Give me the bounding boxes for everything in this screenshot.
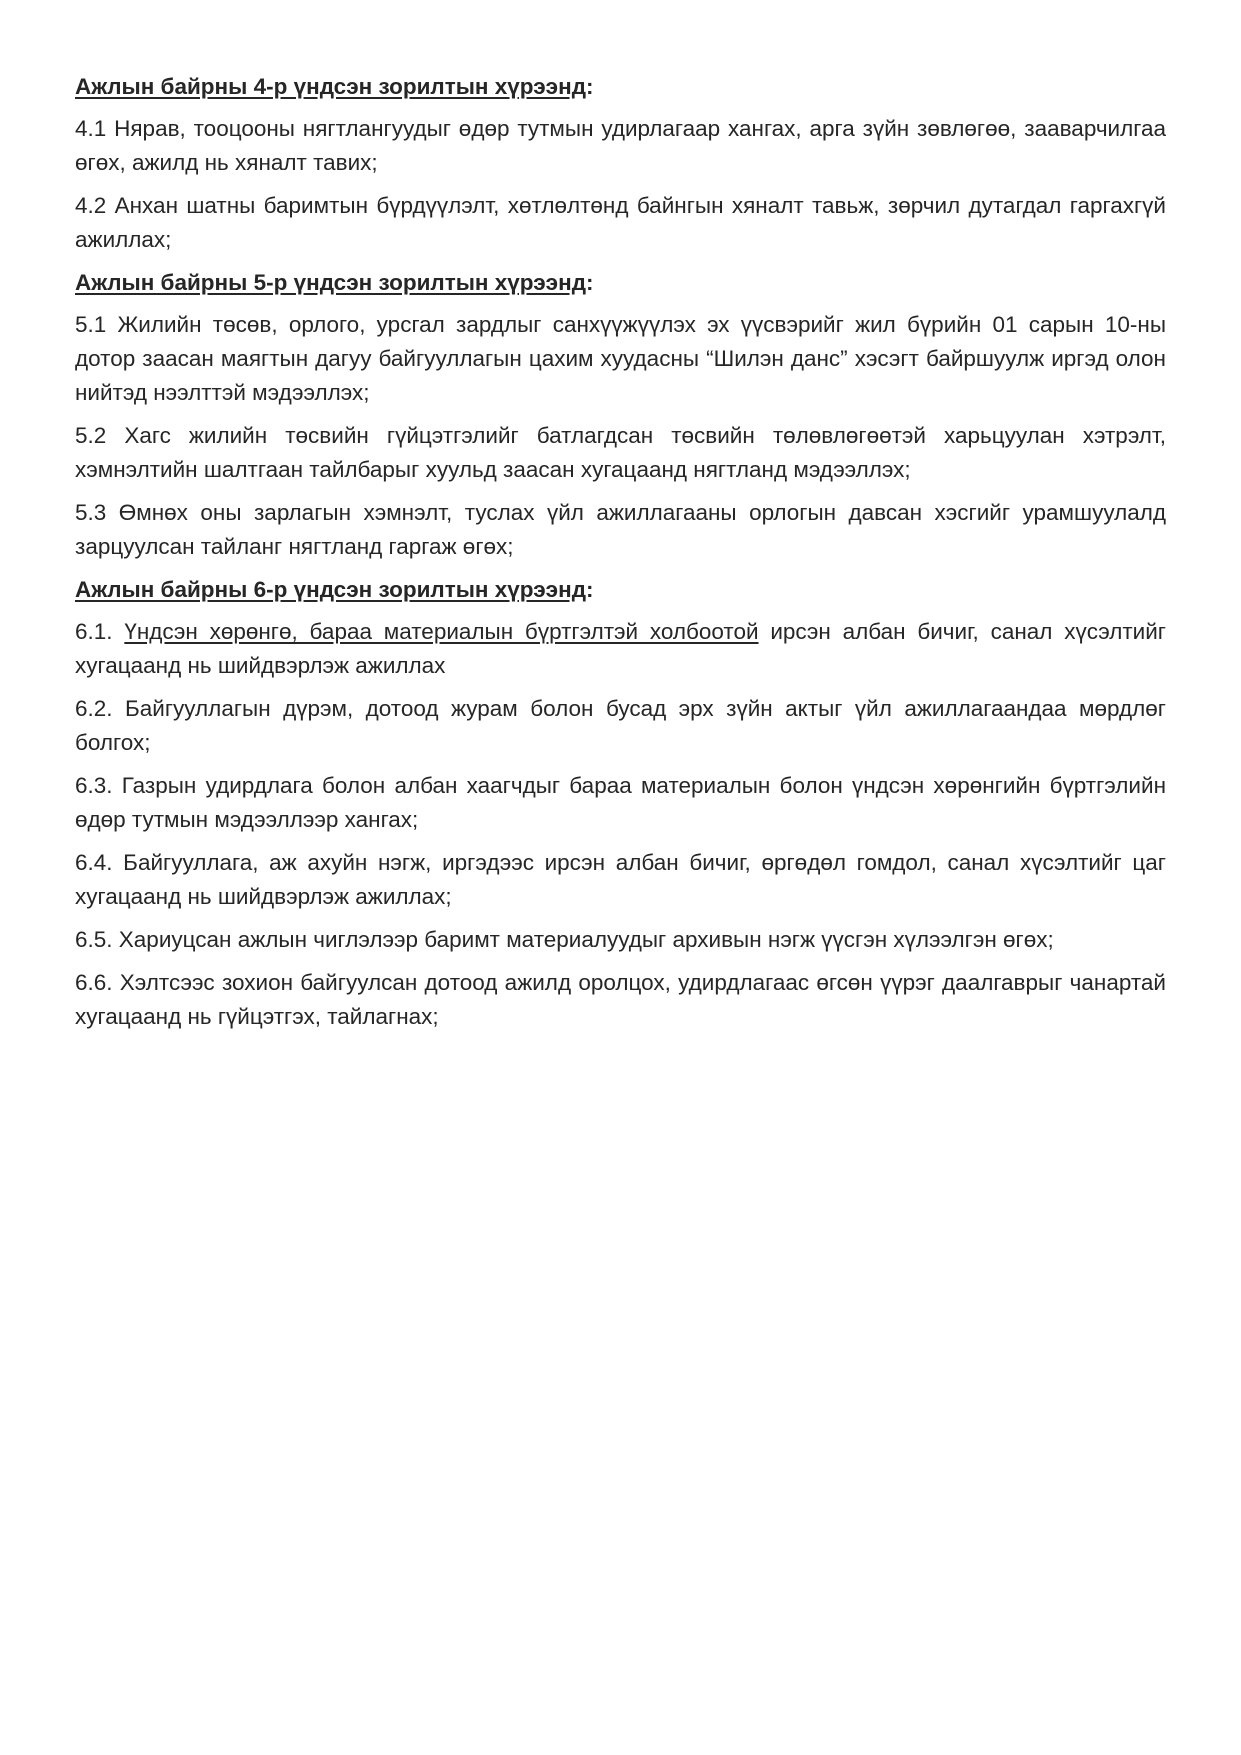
- list-item: 6.2. Байгууллагын дүрэм, дотоод журам болон бусад эрх зүйн актыг үйл ажиллагаандаа мөрдлөг болгох;: [75, 696, 1166, 755]
- document-page: [75, 70, 1166, 1043]
- section-heading-colon: :: [585, 270, 594, 295]
- section-heading: [75, 266, 1166, 300]
- section-heading: [75, 573, 1166, 607]
- underlined-text: Үндсэн хөрөнгө, бараа материалын бүртгэлтэй холбоотой: [124, 619, 759, 644]
- section-heading-colon: :: [585, 577, 594, 602]
- list-item: 6.4. Байгууллага, аж ахуйн нэгж, иргэдээс ирсэн албан бичиг, өргөдөл гомдол, санал хүсэлтийг цаг хугацаанд нь шийдвэрлэж ажиллах;: [75, 850, 1166, 909]
- list-item: [75, 615, 1166, 683]
- list-item: 4.1 Нярав, тооцооны нягтлангуудыг өдөр тутмын удирлагаар хангах, арга зүйн зөвлөгөө, зааварчилгаа өгөх, ажилд нь хяналт тавих;: [75, 116, 1166, 175]
- section-5: [75, 266, 1166, 564]
- list-item: 4.2 Анхан шатны баримтын бүрдүүлэлт, хөтлөлтөнд байнгын хяналт тавьж, зөрчил дутагдал гаргахгүй ажиллах;: [75, 193, 1166, 252]
- list-item: 6.5. Хариуцсан ажлын чиглэлээр баримт материалуудыг архивын нэгж үүсгэн хүлээлгэн өгөх;: [75, 927, 1054, 952]
- list-item: 5.2 Хагс жилийн төсвийн гүйцэтгэлийг батлагдсан төсвийн төлөвлөгөөтэй харьцуулан хэтрэлт, хэмнэлтийн шалтгаан тайлбарыг хуульд заасан хугацаанд нягтланд мэдээллэх;: [75, 423, 1166, 482]
- list-item: 5.3 Өмнөх оны зарлагын хэмнэлт, туслах үйл ажиллагааны орлогын давсан хэсгийг урамшуулалд зарцуулсан тайланг нягтланд гаргаж өгөх;: [75, 500, 1166, 559]
- section-heading-colon: :: [585, 74, 594, 99]
- list-item-number: 6.1.: [75, 619, 113, 644]
- list-item: 6.3. Газрын удирдлага болон албан хаагчдыг бараа материалын болон үндсэн хөрөнгийн бүртгэлийн өдөр тутмын мэдээллээр хангах;: [75, 773, 1166, 832]
- section-4: [75, 70, 1166, 257]
- section-heading: [75, 70, 1166, 104]
- section-heading-text: Ажлын байрны 5-р үндсэн зорилтын хүрээнд: [75, 270, 586, 295]
- section-heading-text: Ажлын байрны 6-р үндсэн зорилтын хүрээнд: [75, 577, 586, 602]
- section-heading-text: Ажлын байрны 4-р үндсэн зорилтын хүрээнд: [75, 74, 586, 99]
- list-item: 5.1 Жилийн төсөв, орлого, урсгал зардлыг санхүүжүүлэх эх үүсвэрийг жил бүрийн 01 сарын 10-ны дотор заасан маягтын дагуу байгууллагын цахим хуудасны “Шилэн данс” хэсэгт байршуулж иргэд олон нийтэд нээлттэй мэдээллэх;: [75, 312, 1166, 405]
- section-6: [75, 573, 1166, 1034]
- list-item-text: ирсэн албан бичиг, санал хүсэлтийг хугацаанд нь шийдвэрлэж ажиллах: [75, 619, 1166, 678]
- list-item: 6.6. Хэлтсээс зохион байгуулсан дотоод ажилд оролцох, удирдлагаас өгсөн үүрэг даалгаврыг чанартай хугацаанд нь гүйцэтгэх, тайлагнах;: [75, 970, 1166, 1029]
